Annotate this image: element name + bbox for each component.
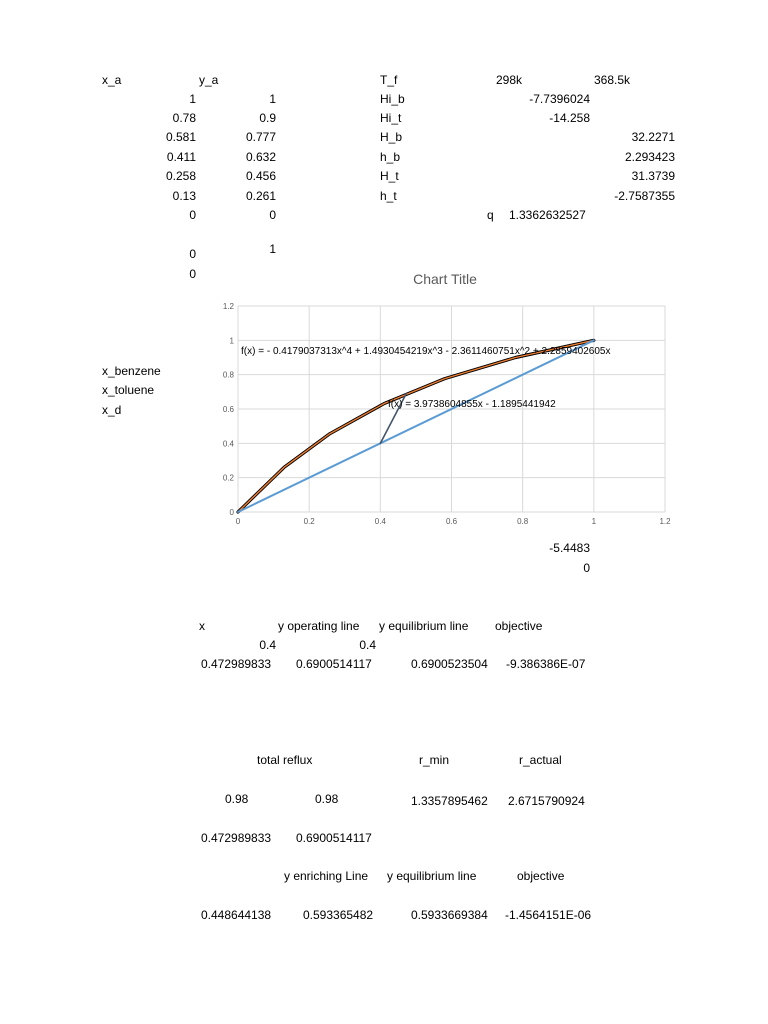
t3-cell: -1.4564151E-06 — [505, 908, 592, 922]
t2-cell: 0.472989833 — [201, 831, 272, 845]
x-tick-label: 0.4 — [374, 517, 386, 526]
label-h-b: H_b — [380, 130, 403, 144]
value-t-f-2: 368.5k — [594, 73, 631, 87]
xa-cell: 0.78 — [172, 111, 196, 125]
x-tick-label: 0 — [235, 517, 241, 526]
label-q: q — [487, 208, 494, 222]
xa-cell: 0.581 — [165, 130, 196, 144]
label-x-d: x_d — [102, 403, 122, 417]
t1-header-y-operating: y operating line — [278, 619, 360, 633]
t3-cell: 0.448644138 — [201, 908, 272, 922]
y-tick-label: 0.6 — [222, 405, 234, 414]
t3-header-objective: objective — [517, 869, 565, 883]
ya-cell: 0 — [269, 208, 276, 222]
t2-cell: 2.6715790924 — [508, 794, 585, 808]
label-t-f: T_f — [380, 73, 398, 87]
t1-header-x: x — [199, 619, 205, 633]
series-diagonal-line — [238, 340, 594, 512]
t2-header-r-actual: r_actual — [519, 753, 562, 767]
y-tick-label: 0.2 — [222, 473, 234, 483]
x-tick-label: 0.6 — [445, 517, 458, 526]
t3-cell: 0.593365482 — [303, 908, 374, 922]
y-tick-label: 0.4 — [222, 439, 234, 449]
value-slope: -5.4483 — [549, 541, 590, 555]
value-h-t-lower: -2.7587355 — [614, 189, 675, 203]
label-h-t: H_t — [380, 169, 399, 183]
t1-cell: 0.4 — [259, 638, 276, 652]
xa-cell: 0 — [189, 208, 196, 222]
y-tick-label: 1.2 — [222, 302, 234, 311]
x-tick-label: 0.8 — [517, 517, 529, 526]
t3-cell: 0.5933669384 — [411, 908, 488, 922]
t3-header-y-equilibrium: y equilibrium line — [387, 869, 477, 883]
value-t-f-1: 298k — [496, 73, 523, 87]
t1-cell: 0.472989833 — [201, 657, 272, 671]
value-zero: 0 — [583, 561, 590, 575]
ya-cell: 0.261 — [245, 189, 276, 203]
mccabe-thiele-chart — [205, 265, 675, 530]
value-hi-t: -14.258 — [549, 111, 590, 125]
ya-cell: 0.632 — [245, 150, 276, 164]
t2-cell: 0.98 — [315, 792, 339, 806]
ya-cell: 1 — [269, 242, 276, 256]
xa-cell: 0.411 — [166, 150, 196, 164]
header-x-a: x_a — [102, 73, 122, 87]
ya-cell: 0.777 — [245, 130, 276, 144]
xa-cell: 0.258 — [165, 169, 196, 183]
value-hi-b: -7.7396024 — [529, 92, 590, 106]
ya-cell: 0.9 — [259, 111, 276, 125]
t3-header-y-enriching: y enriching Line — [284, 869, 369, 883]
t2-header-r-min: r_min — [419, 753, 450, 767]
ya-cell: 1 — [269, 92, 276, 106]
label-h-b-lower: h_b — [380, 150, 401, 164]
y-tick-label: 1 — [229, 336, 234, 346]
value-h-t: 31.3739 — [631, 169, 675, 183]
xa-cell: 1 — [189, 92, 196, 106]
t2-header-total-reflux: total reflux — [257, 753, 313, 767]
t2-cell: 0.6900514117 — [296, 831, 372, 845]
value-q: 1.3362632527 — [509, 208, 586, 222]
y-tick-label: 0 — [229, 508, 234, 517]
t1-cell: 0.4 — [359, 638, 376, 652]
x-tick-label: 1.2 — [659, 517, 671, 526]
t1-cell: 0.6900523504 — [411, 657, 488, 671]
label-x-toluene: x_toluene — [102, 383, 155, 397]
chart-title: Chart Title — [413, 271, 477, 287]
fit-equation-label: f(x) = - 0.4179037313x^4 + 1.4930454219x^3 - 2.3611460751x^2 + 2.2859402605x — [241, 346, 611, 357]
header-y-a: y_a — [199, 73, 219, 87]
t1-header-objective: objective — [495, 619, 543, 633]
t1-cell: 0.6900514117 — [296, 657, 372, 671]
label-h-t-lower: h_t — [380, 189, 397, 203]
t1-cell: -9.386386E-07 — [506, 657, 586, 671]
t2-cell: 1.3357895462 — [411, 794, 488, 808]
ya-cell: 0.456 — [245, 169, 276, 183]
value-h-b-lower: 2.293423 — [624, 150, 675, 164]
label-hi-b: Hi_b — [380, 92, 405, 106]
t1-header-y-equilibrium: y equilibrium line — [379, 619, 469, 633]
x-tick-label: 0.2 — [303, 517, 315, 526]
label-hi-t: Hi_t — [380, 111, 402, 125]
label-x-benzene: x_benzene — [102, 364, 161, 378]
xa-cell: 0 — [189, 267, 196, 281]
xa-cell: 0 — [189, 247, 196, 261]
x-tick-label: 1 — [591, 517, 597, 526]
chart-series — [238, 340, 594, 512]
chart-tick-labels — [223, 302, 671, 526]
t2-cell: 0.98 — [225, 792, 249, 806]
value-h-b: 32.2271 — [631, 130, 675, 144]
qline-equation-label: f(x) = 3.9738604855x - 1.1895441942 — [388, 399, 556, 410]
y-tick-label: 0.8 — [222, 370, 234, 380]
xa-cell: 0.13 — [172, 189, 196, 203]
